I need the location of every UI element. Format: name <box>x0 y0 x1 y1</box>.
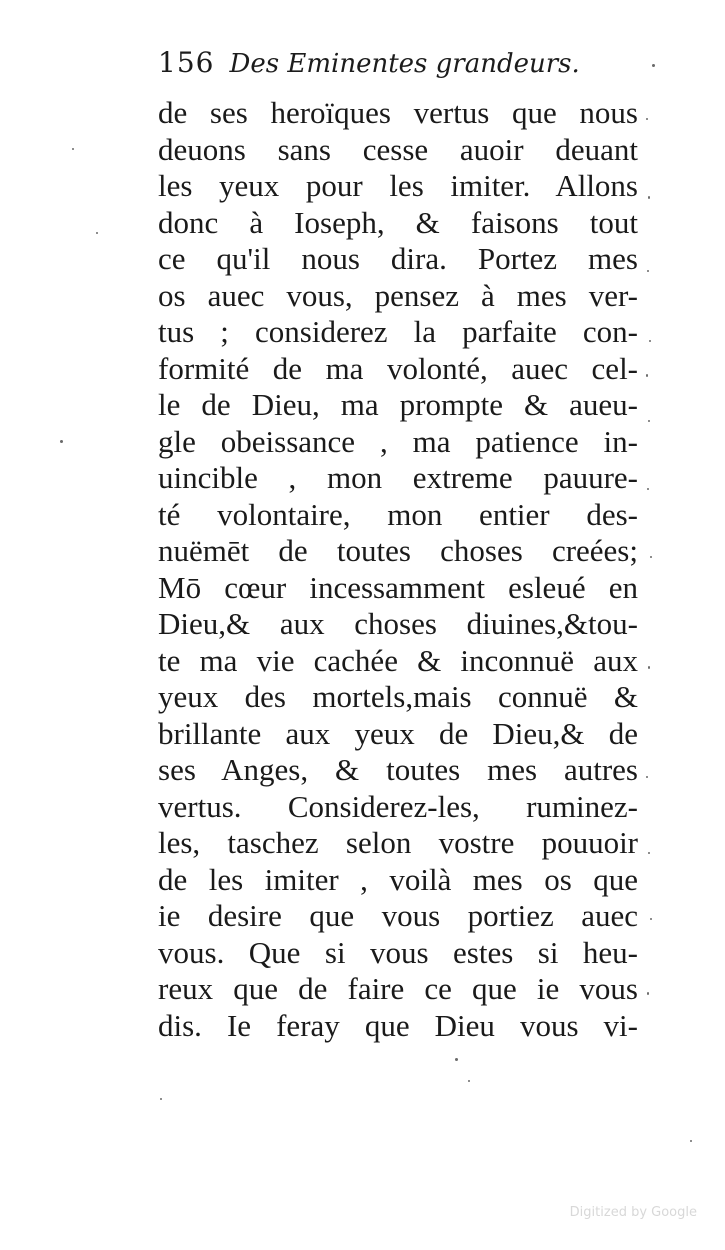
running-title: Des Eminentes grandeurs. <box>229 49 580 79</box>
text-line: ie desire que vous portiez auec <box>158 898 638 933</box>
text-line: Mō cœur incessamment esleué en <box>158 569 638 605</box>
text-line: vertus. Considerez-les, ruminez- <box>158 788 638 824</box>
text-line: reux que de faire ce que ie vous <box>158 971 638 1006</box>
scan-speck <box>648 196 650 199</box>
digitization-watermark: Digitized by Google <box>569 1205 697 1220</box>
text-line: ses Anges, & toutes mes autres <box>158 752 638 787</box>
scan-speck <box>60 440 63 443</box>
scan-speck <box>455 1058 458 1061</box>
scan-speck <box>650 918 652 920</box>
page-header <box>158 46 608 92</box>
text-line: le de Dieu, ma prompte & aueu- <box>158 387 638 422</box>
text-line: te ma vie cachée & inconnuë aux <box>158 642 638 678</box>
scan-speck <box>648 666 650 669</box>
text-line: les yeux pour les imiter. Allons <box>158 168 638 203</box>
text-line: les, taschez selon vostre pouuoir <box>158 825 638 860</box>
text-line: os auec vous, pensez à mes ver- <box>158 277 638 313</box>
text-line: yeux des mortels,mais connuë & <box>158 679 638 714</box>
scan-speck <box>652 64 655 67</box>
scan-speck <box>646 118 648 120</box>
text-line: ce qu'il nous dira. Portez mes <box>158 241 638 276</box>
scan-speck <box>647 992 649 995</box>
text-line: deuons sans cesse auoir deuant <box>158 131 638 167</box>
body-text <box>158 95 638 1044</box>
page-number: 156 <box>158 46 215 79</box>
scan-speck <box>647 270 649 272</box>
text-line: tus ; considerez la parfaite con- <box>158 314 638 349</box>
scan-speck <box>649 340 651 342</box>
scan-speck <box>72 148 74 150</box>
scan-speck <box>647 488 649 490</box>
text-line: Dieu,& aux choses diuines,&tou- <box>158 606 638 641</box>
scan-speck <box>648 420 650 422</box>
scan-speck <box>160 1098 162 1100</box>
scan-speck <box>648 852 650 854</box>
text-line: uincible , mon extreme pauure- <box>158 460 638 495</box>
text-line: de les imiter , voilà mes os que <box>158 861 638 897</box>
scan-speck <box>96 232 98 234</box>
text-line: nuëmēt de toutes choses creées; <box>158 533 638 568</box>
scan-speck <box>468 1080 470 1082</box>
text-line: de ses heroïques vertus que nous <box>158 95 638 130</box>
text-line: gle obeissance , ma patience in- <box>158 423 638 459</box>
text-line: vous. Que si vous estes si heu- <box>158 934 638 970</box>
text-line: brillante aux yeux de Dieu,& de <box>158 715 638 751</box>
text-line: dis. Ie feray que Dieu vous vi- <box>158 1007 638 1043</box>
text-line: formité de ma volonté, auec cel- <box>158 350 638 386</box>
text-line: té volontaire, mon entier des- <box>158 496 638 532</box>
scan-speck <box>646 776 648 778</box>
scan-speck <box>650 556 652 558</box>
text-line: donc à Ioseph, & faisons tout <box>158 204 638 240</box>
scan-speck <box>646 374 648 377</box>
scan-speck <box>690 1140 692 1142</box>
